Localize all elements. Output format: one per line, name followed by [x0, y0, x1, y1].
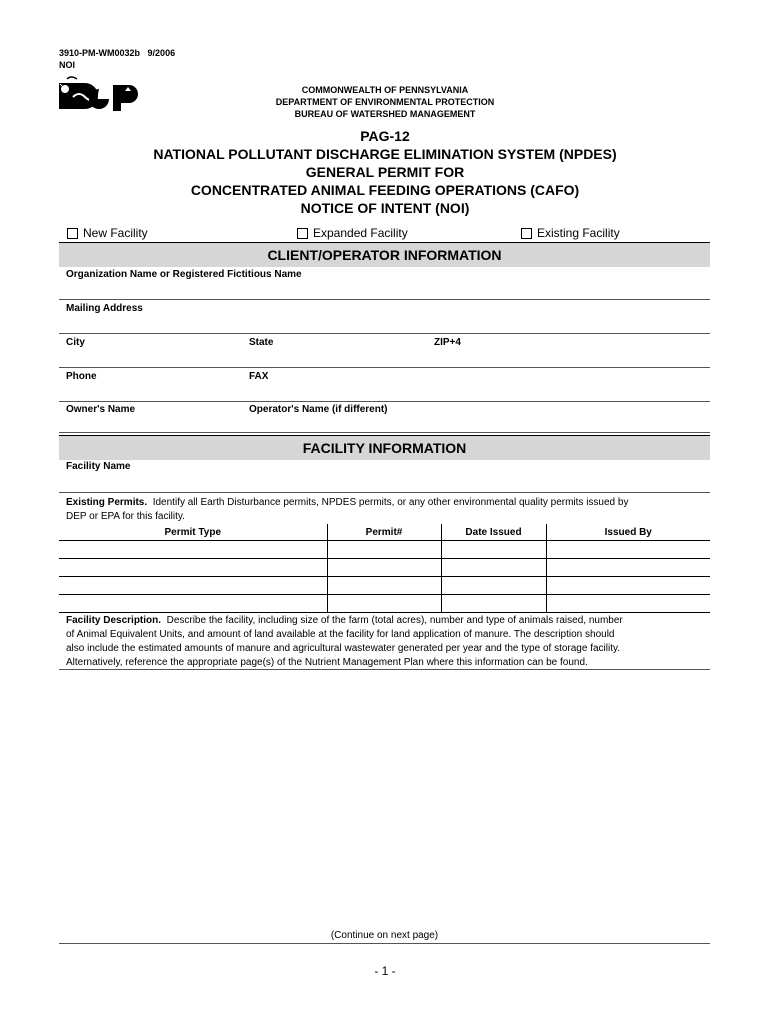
issued-by-cell[interactable]: [546, 577, 710, 595]
mailing-address-field[interactable]: [59, 333, 710, 334]
facility-description-lead: Facility Description.: [66, 615, 162, 626]
facility-name-label: Facility Name: [66, 461, 131, 472]
issued-by-cell[interactable]: [546, 559, 710, 577]
existing-permits-instructions: [66, 496, 706, 524]
owner-operator-field[interactable]: [59, 432, 710, 433]
date-issued-cell[interactable]: [441, 577, 546, 595]
existing-facility-checkbox[interactable]: [521, 228, 532, 239]
expanded-facility-label: Expanded Facility: [313, 226, 408, 240]
permit-type-header: Permit Type: [59, 524, 327, 541]
title-line-3: GENERAL PERMIT FOR: [305, 164, 465, 180]
org-name-field[interactable]: [59, 299, 710, 300]
table-row: [59, 577, 710, 595]
facility-description-line-4: Alternatively, reference the appropriate page(s) of the Nutrient Management Plan where this information can be found.: [66, 657, 588, 668]
city-label: City: [66, 337, 85, 348]
permit-number-cell[interactable]: [327, 595, 441, 613]
expanded-facility-option[interactable]: [297, 226, 408, 240]
agency-line-3: BUREAU OF WATERSHED MANAGEMENT: [294, 109, 476, 119]
facility-description-instructions: [66, 614, 706, 670]
new-facility-label: New Facility: [83, 226, 148, 240]
new-facility-checkbox[interactable]: [67, 228, 78, 239]
permit-number-cell[interactable]: [327, 541, 441, 559]
title-line-2: NATIONAL POLLUTANT DISCHARGE ELIMINATION SYSTEM (NPDES): [153, 146, 617, 162]
title-line-4: CONCENTRATED ANIMAL FEEDING OPERATIONS (CAFO): [190, 182, 580, 198]
facility-description-line-3: also include the estimated amounts of manure and agricultural wastewater generated per year and the type of storage facility.: [66, 643, 621, 654]
facility-description-field[interactable]: [59, 672, 710, 936]
existing-facility-label: Existing Facility: [537, 226, 620, 240]
table-row: [59, 595, 710, 613]
permit-type-cell[interactable]: [59, 595, 327, 613]
operator-name-label: Operator's Name (if different): [249, 404, 388, 415]
existing-permits-table: [59, 524, 710, 613]
agency-line-1: COMMONWEALTH OF PENNSYLVANIA: [301, 85, 469, 95]
permit-type-cell[interactable]: [59, 541, 327, 559]
facility-description-line-2: of Animal Equivalent Units, and amount of land available at the facility for land application of manure. The description should: [66, 629, 615, 640]
client-operator-heading: CLIENT/OPERATOR INFORMATION: [59, 242, 710, 267]
table-header-row: [59, 524, 710, 541]
form-date: 9/2006: [147, 48, 176, 58]
phone-fax-field[interactable]: [59, 401, 710, 402]
title-line-1: PAG-12: [360, 128, 410, 144]
state-label: State: [249, 337, 274, 348]
form-code-line: [59, 48, 175, 59]
facility-description-line-1: Describe the facility, including size of the farm (total acres), number and type of animals raised, number: [166, 615, 623, 626]
page-number: - 1 -: [374, 964, 396, 978]
expanded-facility-checkbox[interactable]: [297, 228, 308, 239]
permit-type-cell[interactable]: [59, 559, 327, 577]
permit-type-cell[interactable]: [59, 577, 327, 595]
facility-name-field[interactable]: [59, 492, 710, 493]
table-row: [59, 541, 710, 559]
agency-line-2: DEPARTMENT OF ENVIRONMENTAL PROTECTION: [275, 97, 495, 107]
existing-facility-option[interactable]: [521, 226, 620, 240]
existing-permits-text: Identify all Earth Disturbance permits, NPDES permits, or any other environmental quality permits issued by: [152, 497, 629, 508]
facility-information-heading: FACILITY INFORMATION: [59, 435, 710, 460]
existing-permits-lead: Existing Permits.: [66, 497, 148, 508]
zip-label: ZIP+4: [434, 337, 461, 348]
issued-by-header: Issued By: [546, 524, 710, 541]
fax-label: FAX: [249, 371, 269, 382]
date-issued-cell[interactable]: [441, 541, 546, 559]
owner-name-label: Owner's Name: [66, 404, 136, 415]
form-code: 3910-PM-WM0032b: [59, 48, 141, 58]
date-issued-header: Date Issued: [441, 524, 546, 541]
new-facility-option[interactable]: [67, 226, 148, 240]
facility-description-top-rule: [59, 669, 710, 670]
existing-permits-text-2: DEP or EPA for this facility.: [66, 511, 185, 522]
footer-rule: [59, 943, 710, 944]
permit-number-cell[interactable]: [327, 559, 441, 577]
date-issued-cell[interactable]: [441, 559, 546, 577]
mailing-address-label: Mailing Address: [66, 303, 143, 314]
date-issued-cell[interactable]: [441, 595, 546, 613]
issued-by-cell[interactable]: [546, 541, 710, 559]
issued-by-cell[interactable]: [546, 595, 710, 613]
title-line-5: NOTICE OF INTENT (NOI): [300, 200, 470, 216]
continue-note: (Continue on next page): [330, 930, 439, 941]
phone-label: Phone: [66, 371, 97, 382]
permit-number-cell[interactable]: [327, 577, 441, 595]
org-name-label: Organization Name or Registered Fictitious Name: [66, 269, 302, 280]
form-type: NOI: [59, 60, 76, 70]
city-state-zip-field[interactable]: [59, 367, 710, 368]
permit-number-header: Permit#: [327, 524, 441, 541]
table-row: [59, 559, 710, 577]
